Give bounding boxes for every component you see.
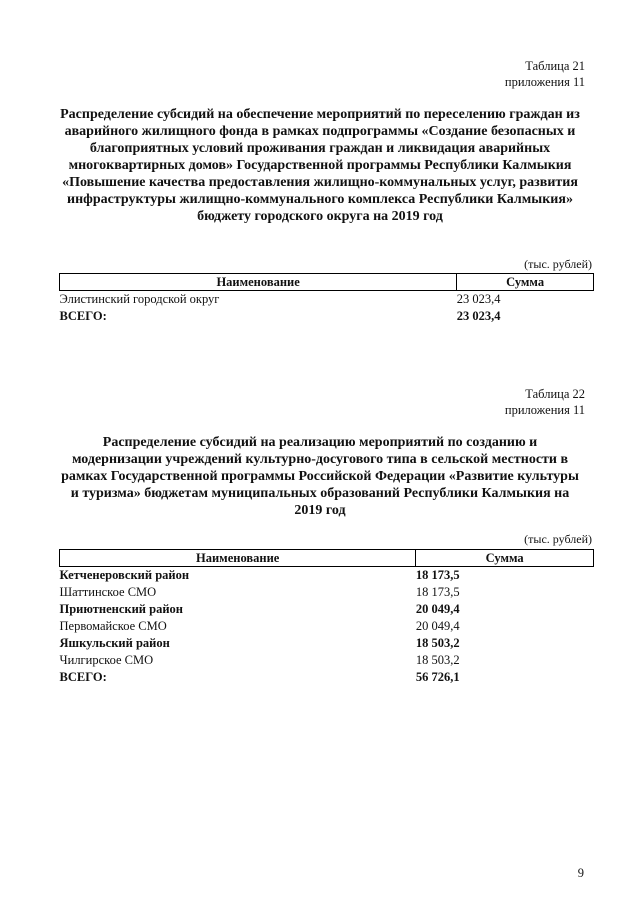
table21-ref-appendix: приложения 11 [504, 75, 585, 89]
table22 [59, 549, 594, 686]
table-row [60, 584, 594, 601]
table22-units: (тыс. рублей) [524, 532, 592, 546]
table21-col-sum: Сумма [457, 274, 594, 291]
table-row-total [60, 308, 594, 325]
table21-units: (тыс. рублей) [524, 257, 592, 271]
row-name: ВСЕГО: [59, 309, 107, 323]
table-row [60, 291, 594, 309]
table22-title: Распределение субсидий на реализацию мероприятий по созданию и модернизации учреждений культурно-досугового типа в сельской местности в рамках Государственной программы Российской Федерации «Развитие культуры и туризма» бюджетам муниципальных образований Республики Калмыкия на 2019 год [61, 435, 579, 518]
row-sum: 18 503,2 [415, 653, 460, 667]
row-name: Приютненский район [59, 602, 183, 616]
row-sum: 20 049,4 [415, 602, 460, 616]
table-row-total [60, 669, 594, 686]
row-sum: 56 726,1 [415, 670, 460, 684]
table22-reference [505, 386, 585, 418]
table21 [59, 273, 594, 325]
row-name: ВСЕГО: [59, 670, 107, 684]
row-name: Элистинский городской округ [59, 292, 220, 306]
row-sum: 23 023,4 [456, 309, 501, 323]
table-row [60, 618, 594, 635]
row-sum: 23 023,4 [456, 292, 501, 306]
table22-ref-appendix: приложения 11 [504, 403, 585, 417]
row-name: Шаттинское СМО [59, 585, 157, 599]
table-row [60, 652, 594, 669]
table21-ref-number: Таблица 21 [525, 59, 585, 73]
table21-reference [505, 58, 585, 90]
table21-col-name: Наименование [60, 274, 457, 291]
table22-header-row [60, 550, 594, 567]
row-sum: 18 173,5 [415, 568, 460, 582]
row-sum: 18 173,5 [415, 585, 460, 599]
row-name: Первомайское СМО [59, 619, 167, 633]
page-number: 9 [577, 866, 584, 880]
row-name: Яшкульский район [59, 636, 170, 650]
table22-ref-number: Таблица 22 [525, 387, 585, 401]
row-name: Кетченеровский район [59, 568, 190, 582]
table22-col-name: Наименование [60, 550, 416, 567]
table-row [60, 567, 594, 585]
table21-header-row [60, 274, 594, 291]
table22-col-sum: Сумма [416, 550, 594, 567]
table-row [60, 601, 594, 618]
row-sum: 20 049,4 [415, 619, 460, 633]
row-name: Чилгирское СМО [59, 653, 154, 667]
table-row [60, 635, 594, 652]
row-sum: 18 503,2 [415, 636, 460, 650]
table21-title: Распределение субсидий на обеспечение мероприятий по переселению граждан из аварийного жилищного фонда в рамках подпрограммы «Создание безопасных и благоприятных условий проживания граждан и ликвидация аварийных многоквартирных домов» Государственной программы Республики Калмыкия «Повышение качества предоставления жилищно-коммунальных услуг, развития инфраструктуры жилищно-коммунального комплекса Республики Калмыкия» бюджету городского округа на 2019 год [60, 107, 580, 224]
